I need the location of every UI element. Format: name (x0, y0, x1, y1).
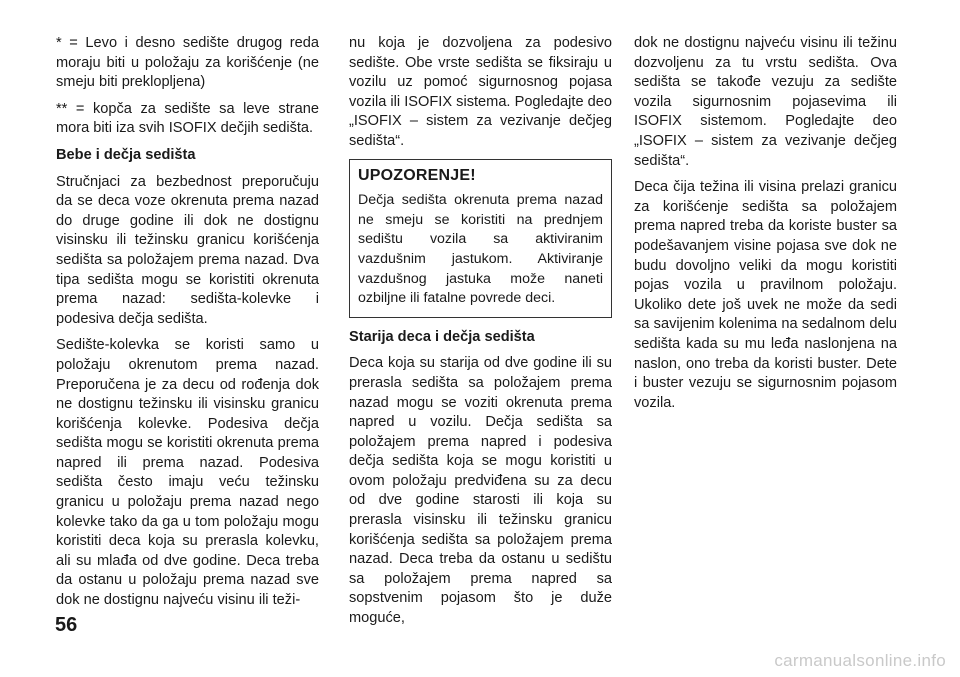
paragraph-infant-carrier: Sedište-kolevka se koristi samo u položaju okrenutom prema nazad. Preporučena je za decu od rođenja dok ne dostignu težinsku ili visinsku granicu korišćenja kolevke. Podesiva dečja sedišta mogu se koristiti okrenuta prema napred ili prema nazad. Podesiva sedišta često imaju veću težinsku granicu u položaju prema nazad nego kolevke tako da ga u tom položaju mogu koristiti deca koja su prerasla kolevku, ali su mlađa od dve godine. Deca treba da ostanu u položaju prema nazad sve dok ne dostignu najveću visinu ili teži- (56, 337, 319, 609)
section-heading-older-children: Starija deca i dečja sedišta (349, 328, 535, 345)
text-column-middle (349, 34, 612, 636)
warning-title: UPOZORENJE! (358, 166, 476, 184)
page-number: 56 (55, 614, 78, 636)
paragraph-forward-facing: Deca koja su starija od dve godine ili su prerasla sedišta sa položajem prema nazad mogu se voziti okrenuta prema napred u vozilu. Dečja sedišta sa položajem prema napred i podesiva dečja sedišta koja se mogu koristiti u ovom položaju predviđena su za decu od dve godine starosti ili koja su prerasla visinsku ili težinsku granicu korišćenja sedišta sa položajem prema nazad. Deca treba da ostanu u sedištu sa položajem prema napred sa sopstvenim pojasom što je duže moguće, (349, 355, 612, 627)
paragraph-continued: nu koja je dozvoljena za podesivo sedište. Obe vrste sedišta se fiksiraju u vozilu uz pomoć sigurnosnog pojasa vozila ili ISOFIX sistema. Pogledajte deo „ISOFIX – sistem za vezivanje dečjeg sedišta“. (349, 35, 612, 149)
paragraph-forward-continued: dok ne dostignu najveću visinu ili težinu dozvoljenu za tu vrstu sedišta. Ova sedišta se takođe vezuju za sedište vozila sigurnosnim pojasevima ili ISOFIX sistemom. Pogledajte deo „ISOFIX – sistem za vezivanje dečjeg sedišta“. (634, 35, 897, 169)
text-column-right (634, 34, 897, 420)
footnote-double-asterisk: ** = kopča za sedište sa leve strane mora biti iza svih ISOFIX dečjih sedišta. (56, 100, 319, 137)
paragraph-booster: Deca čija težina ili visina prelazi granicu za korišćenje sedišta sa položajem prema napred treba da koriste buster sa podešavanjem visine pojasa sve dok ne budu dovoljno veliki da mogu koristiti pojas vozila u pravilnom položaju. Ukoliko dete još uvek ne može da sedi sa savijenim kolenima na sedalnom delu sedišta kada su mu leđa naslonjena na naslon, ono treba da koristi buster. Dete i buster vezuju se sigurnosnim pojasom vozila. (634, 179, 897, 411)
section-heading-infants: Bebe i dečja sedišta (56, 146, 196, 163)
warning-box (349, 159, 612, 318)
text-column-left (56, 34, 319, 618)
warning-text: Dečja sedišta okrenuta prema nazad ne smeju se koristiti na prednjem sedištu vozila sa aktiviranim vazdušnim jastukom. Aktiviranje vazdušnog jastuka može naneti ozbiljne ili fatalne povrede deci. (358, 192, 603, 307)
paragraph-rear-facing: Stručnjaci za bezbednost preporučuju da se deca voze okrenuta prema nazad do druge godine ili dok ne dostignu visinsku ili težinsku granicu korišćenja sedišta sa položajem prema nazad. Dva tipa sedišta mogu se koristiti okrenuta prema nazad: sedišta-kolevke i podesiva dečja sedišta. (56, 173, 319, 327)
footnote-single-asterisk: * = Levo i desno sedište drugog reda moraju biti u položaju za korišćenje (ne smeju biti preklopljena) (56, 35, 319, 91)
watermark: carmanualsonline.info (774, 651, 946, 670)
